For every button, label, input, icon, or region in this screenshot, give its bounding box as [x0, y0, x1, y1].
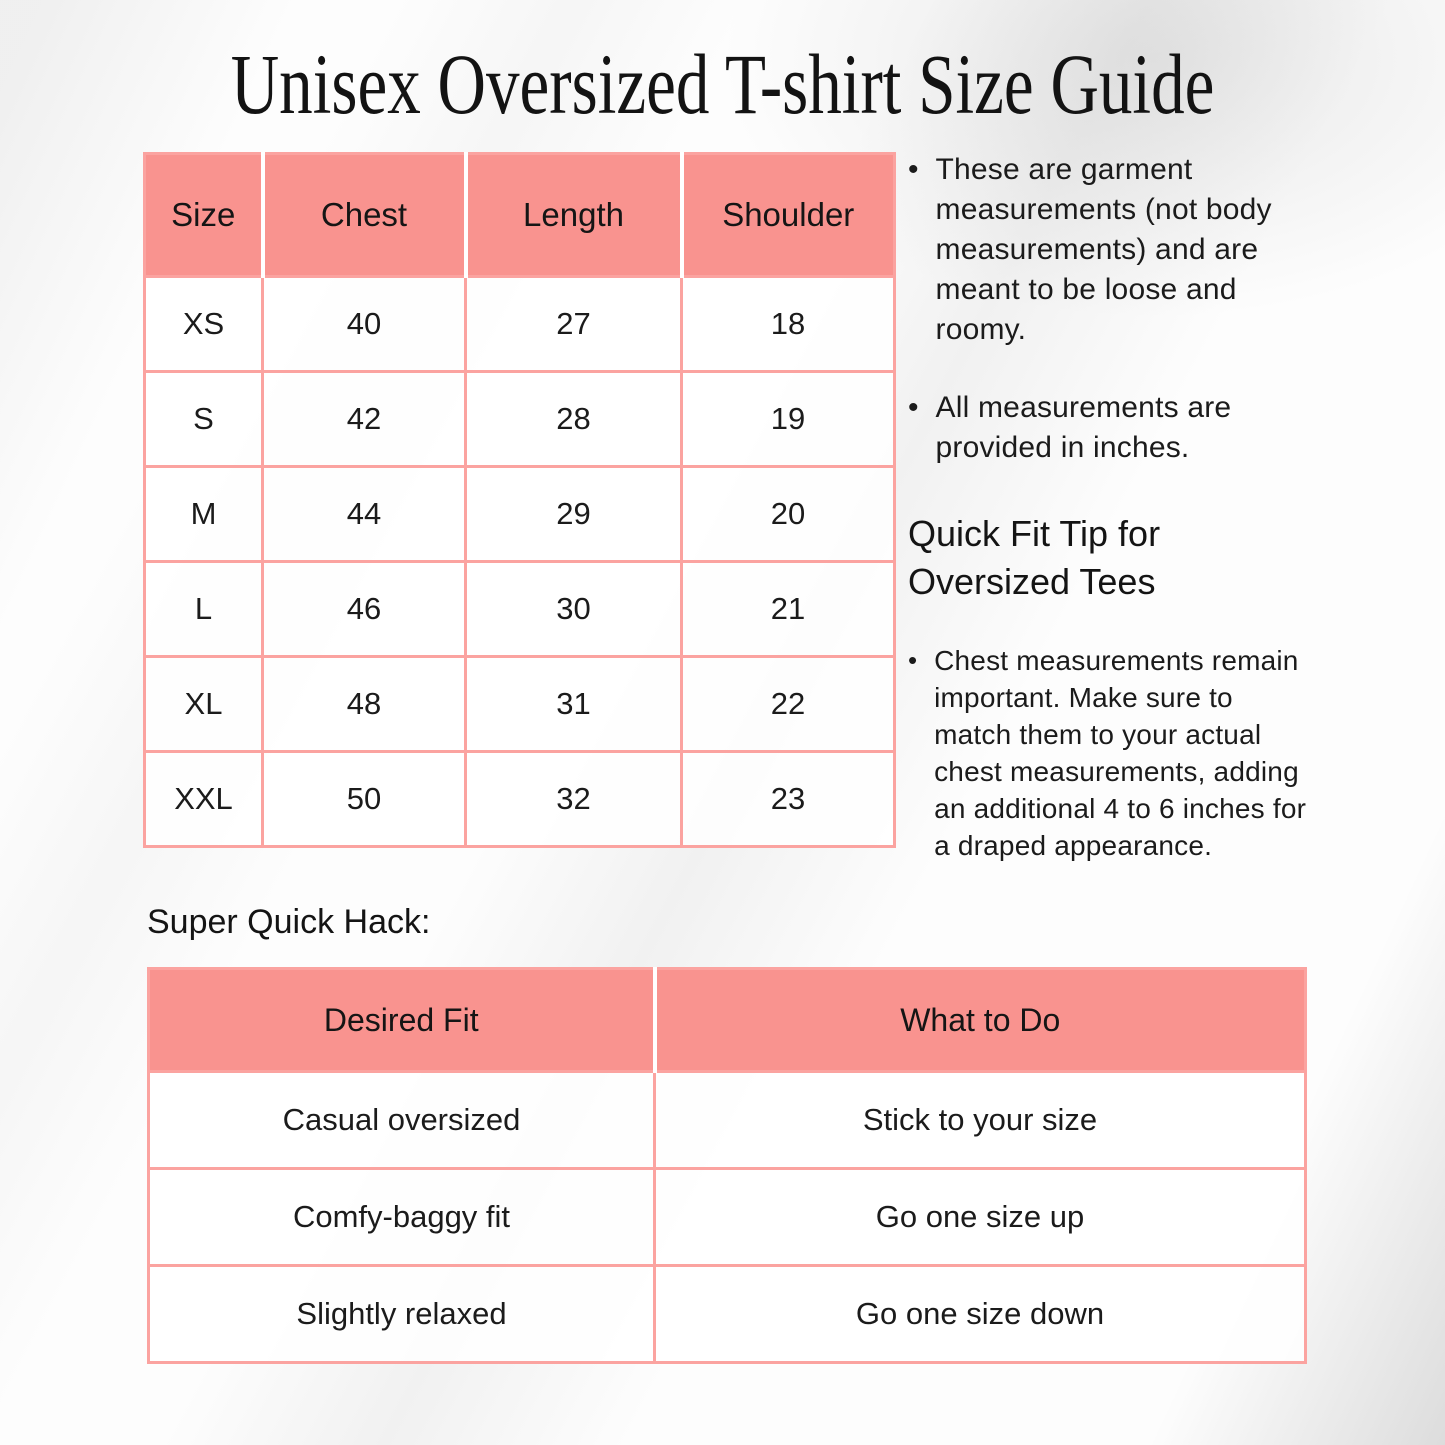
- shoulder-cell: 19: [682, 372, 895, 467]
- table-row: [145, 372, 895, 467]
- note-text: These are garment measurements (not body measurements) and are meant to be loose and roomy.: [935, 153, 1272, 346]
- bullet-icon: •: [908, 645, 918, 675]
- desired-fit-cell: Comfy-baggy fit: [149, 1169, 655, 1266]
- quick-hack-table: [147, 967, 1307, 1364]
- tip-chest-measurements: [908, 642, 1312, 864]
- chest-cell: 44: [263, 467, 466, 562]
- desired-fit-cell: Casual oversized: [149, 1072, 655, 1169]
- what-to-do-cell: Stick to your size: [655, 1072, 1306, 1169]
- table-row: [149, 1169, 1306, 1266]
- length-cell: 31: [466, 657, 682, 752]
- note-text: All measurements are provided in inches.: [935, 391, 1232, 464]
- size-cell: S: [145, 372, 263, 467]
- length-cell: 27: [466, 277, 682, 372]
- size-cell: M: [145, 467, 263, 562]
- hack-table-header-row: [149, 969, 1306, 1072]
- length-cell: 30: [466, 562, 682, 657]
- size-cell: XS: [145, 277, 263, 372]
- size-cell: XL: [145, 657, 263, 752]
- shoulder-cell: 22: [682, 657, 895, 752]
- page-title-text: Unisex Oversized T-shirt Size Guide: [230, 36, 1215, 132]
- size-table-header-shoulder: Shoulder: [682, 154, 895, 277]
- size-cell: L: [145, 562, 263, 657]
- table-row: [149, 1266, 1306, 1363]
- tip-bullet-list: [908, 642, 1312, 864]
- note-inches: [908, 388, 1312, 468]
- size-table-header-size: Size: [145, 154, 263, 277]
- size-table-header-length: Length: [466, 154, 682, 277]
- super-quick-hack-heading: Super Quick Hack:: [147, 903, 431, 941]
- chest-cell: 46: [263, 562, 466, 657]
- shoulder-cell: 18: [682, 277, 895, 372]
- size-table: [143, 152, 896, 848]
- table-row: [149, 1072, 1306, 1169]
- shoulder-cell: 21: [682, 562, 895, 657]
- hack-header-what-to-do: What to Do: [655, 969, 1306, 1072]
- bullet-icon: •: [908, 153, 919, 186]
- tip-text: Chest measurements remain important. Make sure to match them to your actual chest measurements, adding an additional 4 to 6 inches for a draped appearance.: [934, 645, 1307, 861]
- length-cell: 29: [466, 467, 682, 562]
- chest-cell: 42: [263, 372, 466, 467]
- size-table-header-row: [145, 154, 895, 277]
- table-row: [145, 562, 895, 657]
- table-row: [145, 277, 895, 372]
- shoulder-cell: 20: [682, 467, 895, 562]
- page-title: [0, 34, 1445, 134]
- chest-cell: 50: [263, 752, 466, 847]
- quick-fit-tip-heading: Quick Fit Tip for Oversized Tees: [908, 513, 1161, 602]
- table-row: [145, 657, 895, 752]
- what-to-do-cell: Go one size up: [655, 1169, 1306, 1266]
- note-garment-measurements: [908, 150, 1312, 350]
- size-table-header-chest: Chest: [263, 154, 466, 277]
- length-cell: 32: [466, 752, 682, 847]
- what-to-do-cell: Go one size down: [655, 1266, 1306, 1363]
- table-row: [145, 467, 895, 562]
- desired-fit-cell: Slightly relaxed: [149, 1266, 655, 1363]
- chest-cell: 48: [263, 657, 466, 752]
- shoulder-cell: 23: [682, 752, 895, 847]
- notes-panel: [908, 150, 1312, 864]
- size-cell: XXL: [145, 752, 263, 847]
- bullet-icon: •: [908, 391, 919, 424]
- length-cell: 28: [466, 372, 682, 467]
- hack-header-desired-fit: Desired Fit: [149, 969, 655, 1072]
- table-row: [145, 752, 895, 847]
- chest-cell: 40: [263, 277, 466, 372]
